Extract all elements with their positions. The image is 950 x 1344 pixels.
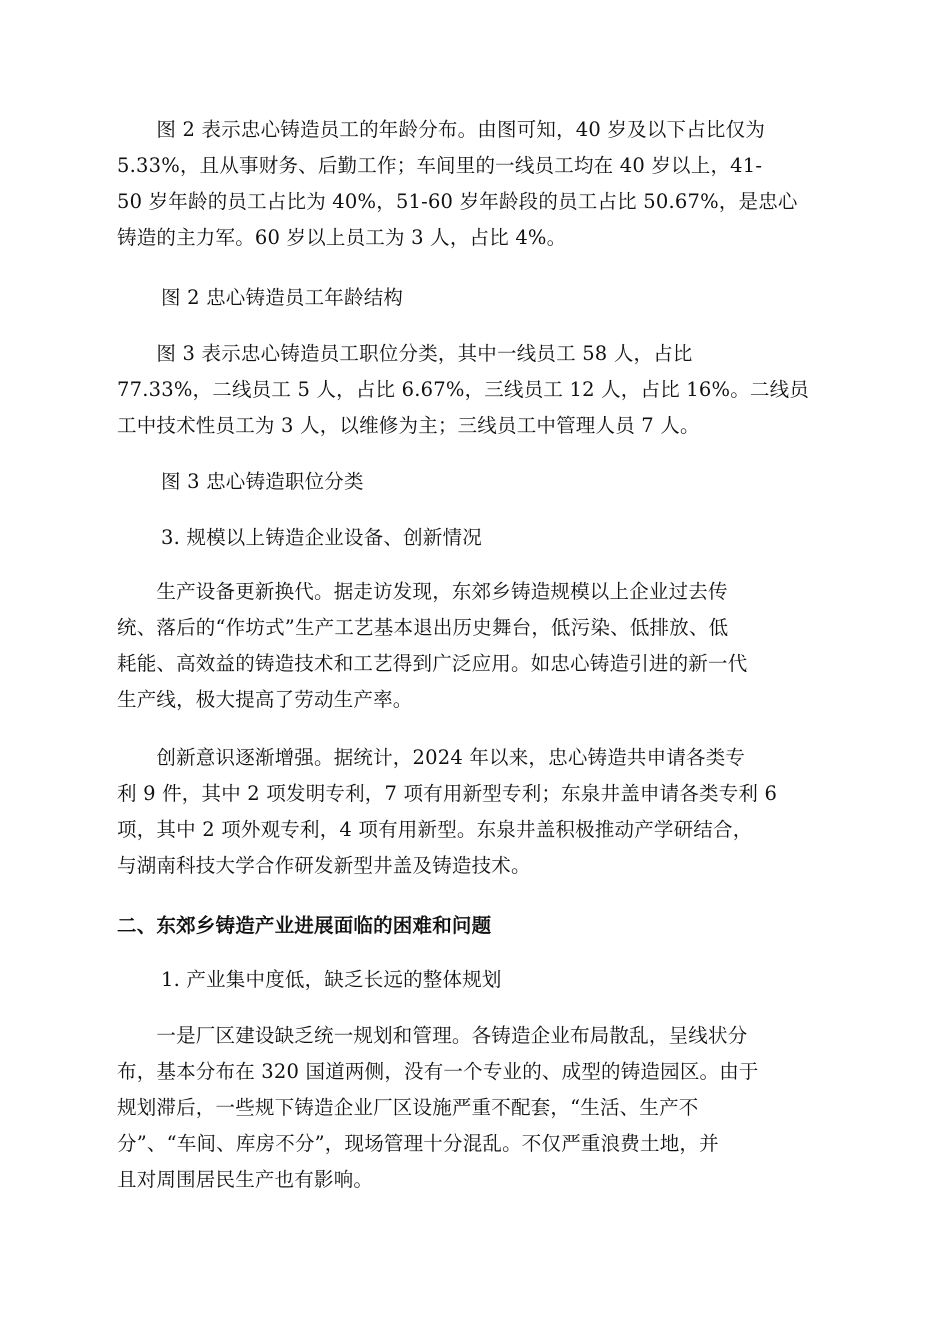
- text-line: 生产线，极大提高了劳动生产率。: [117, 688, 413, 711]
- text-line: 图 3 表示忠心铸造员工职位分类，其中一线员工 58 人，占比: [117, 342, 693, 365]
- text-line: 规划滞后，一些规下铸造企业厂区设施严重不配套，“生活、生产不: [117, 1096, 699, 1119]
- text-line: 分”、“车间、库房不分”，现场管理十分混乱。不仅严重浪费土地，并: [117, 1132, 719, 1155]
- section-heading-problems: [117, 908, 837, 944]
- text-line: 项，其中 2 项外观专利，4 项有用新型。东泉井盖积极推动产学研结合，: [117, 818, 753, 841]
- text-line: 5.33%，且从事财务、后勤工作；车间里的一线员工均在 40 岁以上，41-: [117, 154, 763, 177]
- subheading-low-concentration: [117, 962, 837, 998]
- subheading-equipment-innovation: [117, 520, 837, 556]
- text-line: 图 2 表示忠心铸造员工的年龄分布。由图可知，40 岁及以下占比仅为: [117, 118, 766, 141]
- text-line: 50 岁年龄的员工占比为 40%，51-60 岁年龄段的员工占比 50.67%，是忠心: [117, 190, 798, 213]
- text-line: 利 9 件，其中 2 项发明专利，7 项有用新型专利；东泉井盖申请各类专利 6: [117, 782, 778, 805]
- heading-text: 二、东郊乡铸造产业进展面临的困难和问题: [117, 914, 492, 937]
- text-line: 创新意识逐渐增强。据统计，2024 年以来，忠心铸造共申请各类专: [117, 746, 746, 769]
- text-line: 工中技术性员工为 3 人，以维修为主；三线员工中管理人员 7 人。: [117, 414, 700, 437]
- text-line: 且对周围居民生产也有影响。: [117, 1168, 374, 1191]
- text-line: 一是厂区建设缺乏统一规划和管理。各铸造企业布局散乱，呈线状分: [117, 1024, 748, 1047]
- paragraph-innovation: [117, 740, 837, 884]
- text-line: 统、落后的“作坊式”生产工艺基本退出历史舞台，低污染、低排放、低: [117, 616, 729, 639]
- text-line: 布，基本分布在 320 国道两侧，没有一个专业的、成型的铸造园区。由于: [117, 1060, 759, 1083]
- paragraph-position-classification: [117, 336, 837, 444]
- paragraph-equipment-upgrade: [117, 574, 837, 718]
- text-line: 耗能、高效益的铸造技术和工艺得到广泛应用。如忠心铸造引进的新一代: [117, 652, 748, 675]
- subheading-text: 1. 产业集中度低，缺乏长远的整体规划: [161, 968, 502, 991]
- paragraph-plant-construction: [117, 1018, 837, 1198]
- paragraph-age-distribution: [117, 112, 837, 256]
- caption-text: 图 3 忠心铸造职位分类: [161, 470, 364, 493]
- caption-text: 图 2 忠心铸造员工年龄结构: [161, 286, 404, 309]
- text-line: 77.33%，二线员工 5 人，占比 6.67%，三线员工 12 人，占比 16%。二线员: [117, 378, 810, 401]
- figure-3-caption: [117, 464, 837, 500]
- text-line: 铸造的主力军。60 岁以上员工为 3 人，占比 4%。: [117, 226, 567, 249]
- subheading-text: 3. 规模以上铸造企业设备、创新情况: [161, 526, 482, 549]
- text-line: 与湖南科技大学合作研发新型井盖及铸造技术。: [117, 854, 531, 877]
- figure-2-caption: [117, 280, 837, 316]
- text-line: 生产设备更新换代。据走访发现，东郊乡铸造规模以上企业过去传: [117, 580, 728, 603]
